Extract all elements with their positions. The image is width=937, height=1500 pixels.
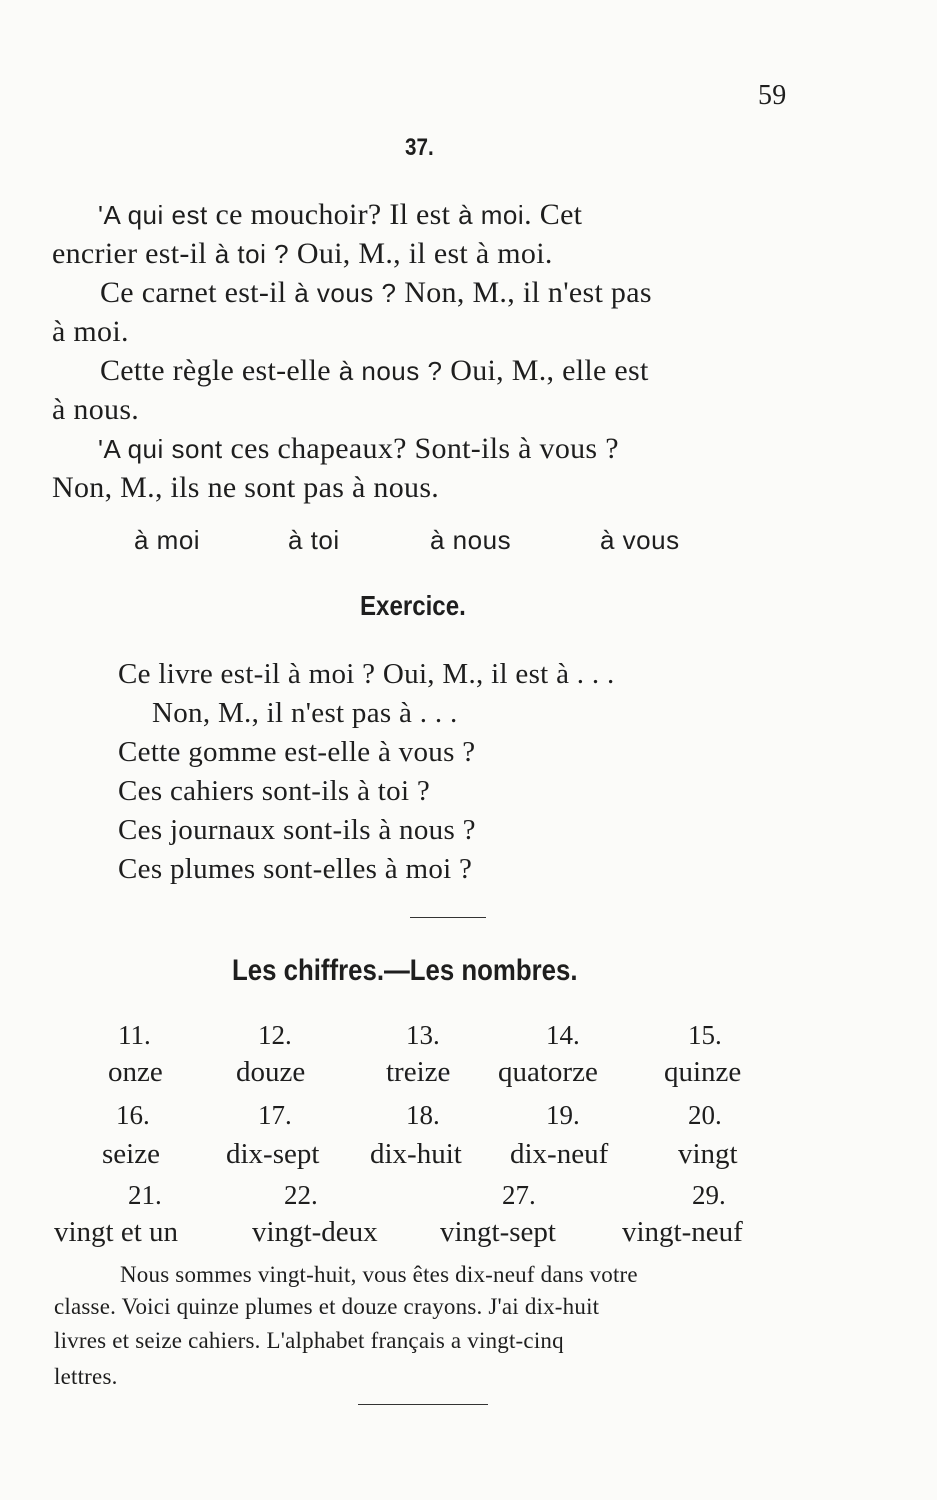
pronoun-1: à moi xyxy=(134,525,201,555)
divider-2 xyxy=(358,1404,488,1405)
exercise-line-3: Cette gomme est-elle à vous ? xyxy=(118,736,476,768)
number-18: 18. xyxy=(406,1100,440,1130)
exercise-line-5: Ces journaux sont-ils à nous ? xyxy=(118,814,476,846)
number-11: 11. xyxy=(118,1020,151,1050)
number-16: 16. xyxy=(116,1100,150,1130)
word-onze: onze xyxy=(108,1056,163,1088)
text-line-8: Non, M., ils ne sont pas à nous. xyxy=(52,471,440,504)
text-line-7: 'A qui sont ces chapeaux? Sont-ils à vous ? xyxy=(98,432,619,465)
paragraph-line-2: classe. Voici quinze plumes et douze crayons. J'ai dix-huit xyxy=(54,1294,600,1319)
word-dix-neuf: dix-neuf xyxy=(510,1138,609,1170)
number-12: 12. xyxy=(258,1020,292,1050)
text-line-6: à nous. xyxy=(52,393,140,426)
word-vingt-sept: vingt-sept xyxy=(440,1216,556,1248)
paragraph-line-4: lettres. xyxy=(54,1364,118,1389)
exercise-line-2: Non, M., il n'est pas à . . . xyxy=(152,697,458,729)
exercise-line-1: Ce livre est-il à moi ? Oui, M., il est à . . . xyxy=(118,658,615,690)
paragraph-line-3: livres et seize cahiers. L'alphabet français a vingt-cinq xyxy=(54,1328,564,1353)
text-line-4: à moi. xyxy=(52,315,129,348)
number-21: 21. xyxy=(128,1180,162,1210)
divider-1 xyxy=(410,917,486,918)
number-15: 15. xyxy=(688,1020,722,1050)
number-19: 19. xyxy=(546,1100,580,1130)
word-vingt: vingt xyxy=(678,1138,738,1170)
text-line-2: encrier est-il à toi ? Oui, M., il est à moi. xyxy=(52,237,553,270)
exercise-line-6: Ces plumes sont-elles à moi ? xyxy=(118,853,473,885)
word-quatorze: quatorze xyxy=(498,1056,598,1088)
number-14: 14. xyxy=(546,1020,580,1050)
exercise-title: Exercice. xyxy=(360,590,466,621)
text-line-5: Cette règle est-elle à nous ? Oui, M., elle est xyxy=(100,354,649,387)
paragraph-line-1: Nous sommes vingt-huit, vous êtes dix-neuf dans votre xyxy=(120,1262,638,1287)
number-27: 27. xyxy=(502,1180,536,1210)
page-number: 59 xyxy=(758,80,787,111)
number-20: 20. xyxy=(688,1100,722,1130)
word-douze: douze xyxy=(236,1056,306,1088)
number-29: 29. xyxy=(692,1180,726,1210)
word-seize: seize xyxy=(102,1138,160,1170)
word-vingt-neuf: vingt-neuf xyxy=(622,1216,743,1248)
number-22: 22. xyxy=(284,1180,318,1210)
pronoun-2: à toi xyxy=(288,525,340,555)
text-line-1: 'A qui est ce mouchoir? Il est à moi. Cet xyxy=(98,198,583,231)
word-dix-huit: dix-huit xyxy=(370,1138,462,1170)
numbers-title: Les chiffres.—Les nombres. xyxy=(232,954,578,987)
word-vingt-deux: vingt-deux xyxy=(252,1216,378,1248)
exercise-line-4: Ces cahiers sont-ils à toi ? xyxy=(118,775,431,807)
number-17: 17. xyxy=(258,1100,292,1130)
pronoun-3: à nous xyxy=(430,525,512,555)
word-vingt-et-un: vingt et un xyxy=(54,1216,179,1248)
lesson-number: 37. xyxy=(405,134,434,161)
word-treize: treize xyxy=(386,1056,451,1088)
text-line-3: Ce carnet est-il à vous ? Non, M., il n'est pas xyxy=(100,276,652,309)
pronoun-4: à vous xyxy=(600,525,680,555)
word-quinze: quinze xyxy=(664,1056,742,1088)
word-dix-sept: dix-sept xyxy=(226,1138,320,1170)
number-13: 13. xyxy=(406,1020,440,1050)
